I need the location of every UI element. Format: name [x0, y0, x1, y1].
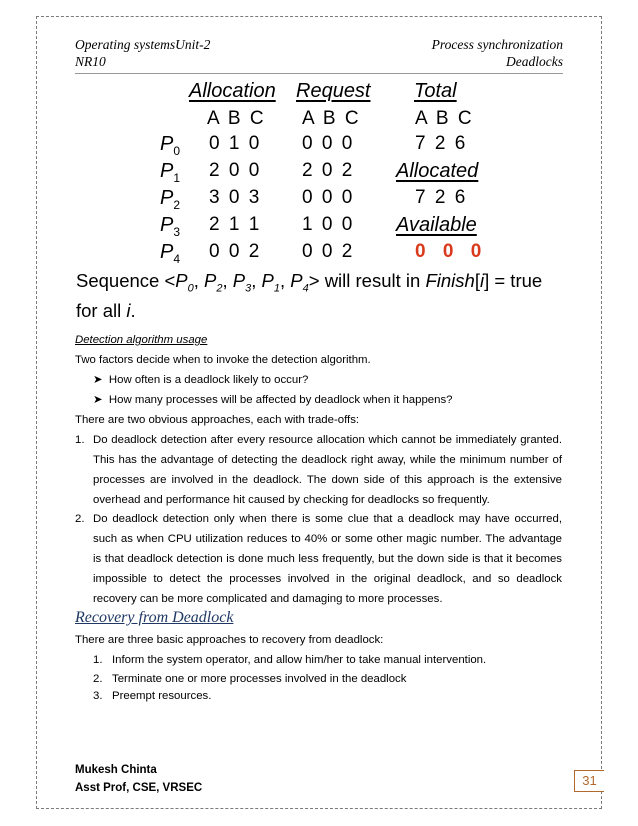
process-p3: $P_3$: [160, 214, 181, 239]
sub-allocation: A B C: [207, 108, 266, 129]
col-request: Request: [296, 80, 371, 102]
req-p3: 1 0 0: [302, 214, 355, 235]
item1-number: 1.: [75, 434, 85, 446]
header-right: [432, 36, 563, 70]
alloc-p4: 0 0 2: [209, 241, 262, 262]
footer-author-block: [75, 761, 202, 797]
process-p0: $P_0$: [160, 133, 181, 158]
header-subject: Operating systemsUnit-2: [75, 37, 211, 52]
header-topic: Process synchronization: [431, 37, 563, 52]
header-rule: [75, 73, 563, 74]
recovery-item: 2. Terminate one or more processes involved in the deadlock: [93, 673, 407, 685]
arrow-bullet-icon: ➤: [93, 394, 103, 406]
header-left: [75, 36, 210, 70]
footer-role: Asst Prof, CSE, VRSEC: [75, 782, 203, 794]
approach-1-text: Do deadlock detection after every resource allocation which cannot be immediately granted. This has the advantage of detecting the deadlock right away, while the minimum number of processes are involved in the deadlock. The down side of this approach is the extensive overhead and performance hit caused by checking for deadlocks so frequently.: [93, 434, 562, 506]
req-p0: 0 0 0: [302, 133, 355, 154]
header-subtopic: Deadlocks: [506, 54, 563, 69]
available-label: Available: [396, 214, 477, 236]
alloc-p2: 3 0 3: [209, 187, 262, 208]
approach-2-text: Do deadlock detection only when there is some clue that a deadlock may have occurred, such as when CPU utilization reduces to 40% or some other magic number. The advantage is that deadlock detection is done much less frequently, but the down side is that it becomes impossible to detect the processes involved in the original deadlock, and so deadlock recovery can be more complicated and damaging to more processes.: [93, 513, 562, 605]
recovery-item: 3. Preempt resources.: [93, 690, 212, 702]
sub-request: A B C: [302, 108, 361, 129]
safe-sequence-text: Sequence $<P_0$, $P_2$, $P_3$, $P_1$, $P_4>$ will result in Finish[i] = true for all i.: [76, 270, 543, 321]
bullet-item: ➤ How often is a deadlock likely to occur?: [93, 374, 309, 386]
total-value: 7 2 6: [415, 133, 468, 154]
detection-heading: Detection algorithm usage: [75, 334, 208, 346]
page-number: 31: [574, 770, 604, 792]
process-p1: $P_1$: [160, 160, 181, 185]
sub-total: A B C: [415, 108, 474, 129]
alloc-p0: 0 1 0: [209, 133, 262, 154]
process-p4: $P_4$: [160, 241, 181, 266]
bullet-item: ➤ How many processes will be affected by deadlock when it happens?: [93, 394, 453, 406]
detection-intro: Two factors decide when to invoke the detection algorithm.: [75, 354, 371, 366]
recovery-heading: Recovery from Deadlock: [75, 609, 234, 626]
process-p2: $P_2$: [160, 187, 181, 212]
req-p4: 0 0 2: [302, 241, 355, 262]
arrow-bullet-icon: ➤: [93, 374, 103, 386]
recovery-intro: There are three basic approaches to recovery from deadlock:: [75, 634, 384, 646]
allocated-label: Allocated: [396, 160, 479, 182]
req-p2: 0 0 0: [302, 187, 355, 208]
available-value: 0 0 0: [415, 241, 488, 262]
item2-number: 2.: [75, 513, 85, 525]
footer-author: Mukesh Chinta: [75, 764, 157, 776]
col-allocation: Allocation: [189, 80, 276, 102]
col-total: Total: [414, 80, 457, 102]
allocated-value: 7 2 6: [415, 187, 468, 208]
req-p1: 2 0 2: [302, 160, 355, 181]
alloc-p1: 2 0 0: [209, 160, 262, 181]
header-regulation: NR10: [75, 54, 106, 69]
recovery-item: 1. Inform the system operator, and allow him/her to take manual intervention.: [93, 654, 487, 666]
approaches-intro: There are two obvious approaches, each with trade-offs:: [75, 414, 360, 426]
alloc-p3: 2 1 1: [209, 214, 262, 235]
